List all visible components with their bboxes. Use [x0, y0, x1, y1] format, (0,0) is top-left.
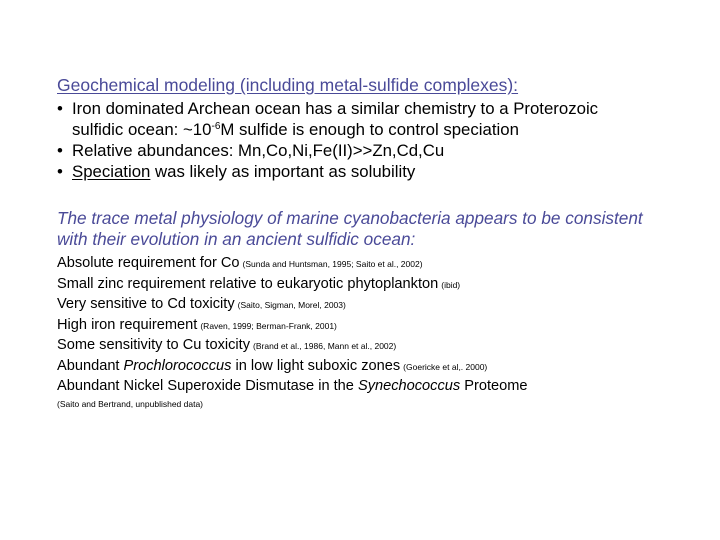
physiology-heading [57, 208, 643, 250]
bullet-list [57, 98, 697, 182]
unpublished-note: (Saito and Bertrand, unpublished data) [57, 398, 204, 409]
evidence-item [57, 336, 528, 357]
bullet-text-line: Relative abundances: Mn,Co,Ni,Fe(II)>>Zn,Cd,Cu [72, 141, 445, 160]
physiology-heading-line: The trace metal physiology of marine cyanobacteria appears to be consistent [57, 208, 643, 228]
bullet-marker: • [57, 162, 63, 181]
citation: (Goericke et al,. 2000) [403, 361, 488, 372]
bullet-text: M sulfide is enough to control speciation [220, 120, 519, 139]
citation: (Raven, 1999; Berman-Frank, 2001) [200, 320, 337, 331]
bullet-text: was likely as important as solubility [150, 162, 416, 181]
evidence-item [57, 275, 528, 296]
evidence-text: Abundant Nickel Superoxide Dismutase in the [57, 378, 358, 394]
evidence-text: Very sensitive to Cd toxicity [57, 296, 235, 312]
organism-name: Prochlorococcus [123, 357, 232, 374]
bullet-text-line [72, 161, 697, 182]
bullet-text: sulfidic ocean: ~10 [72, 120, 212, 139]
bullet-item [57, 161, 697, 182]
evidence-text: Abundant [57, 357, 124, 374]
citation: (Brand et al., 1986, Mann et al., 2002) [253, 341, 397, 351]
evidence-item [57, 254, 528, 275]
underlined-term: Speciation [72, 162, 151, 181]
citation: (Sunda and Huntsman, 1995; Saito et al., 2002) [242, 259, 423, 269]
evidence-text: Proteome [460, 378, 528, 394]
evidence-item [57, 357, 528, 378]
evidence-item [57, 316, 528, 337]
bullet-marker: • [57, 141, 63, 160]
evidence-text: Small zinc requirement relative to eukaryotic phytoplankton [57, 275, 439, 292]
bullet-item [57, 98, 697, 140]
citation: (ibid) [441, 279, 461, 290]
bullet-text-line [72, 119, 697, 140]
evidence-text: High iron requirement [57, 316, 198, 333]
physiology-heading-line: with their evolution in an ancient sulfidic ocean: [57, 229, 416, 249]
section-heading: Geochemical modeling (including metal-sulfide complexes): [57, 75, 519, 95]
evidence-text: Absolute requirement for Co [57, 255, 240, 271]
evidence-item [57, 295, 528, 316]
citation: (Saito, Sigman, Morel, 2003) [237, 300, 346, 310]
bullet-marker: • [57, 99, 63, 118]
bullet-text-line: Iron dominated Archean ocean has a similar chemistry to a Proterozoic [72, 99, 599, 118]
evidence-list [57, 254, 528, 410]
evidence-item [57, 377, 528, 397]
organism-name: Synechococcus [357, 378, 461, 394]
evidence-text: in low light suboxic zones [231, 357, 401, 374]
bullet-item [57, 140, 697, 161]
evidence-text: Some sensitivity to Cu toxicity [57, 337, 251, 353]
exponent: -6 [211, 121, 221, 132]
